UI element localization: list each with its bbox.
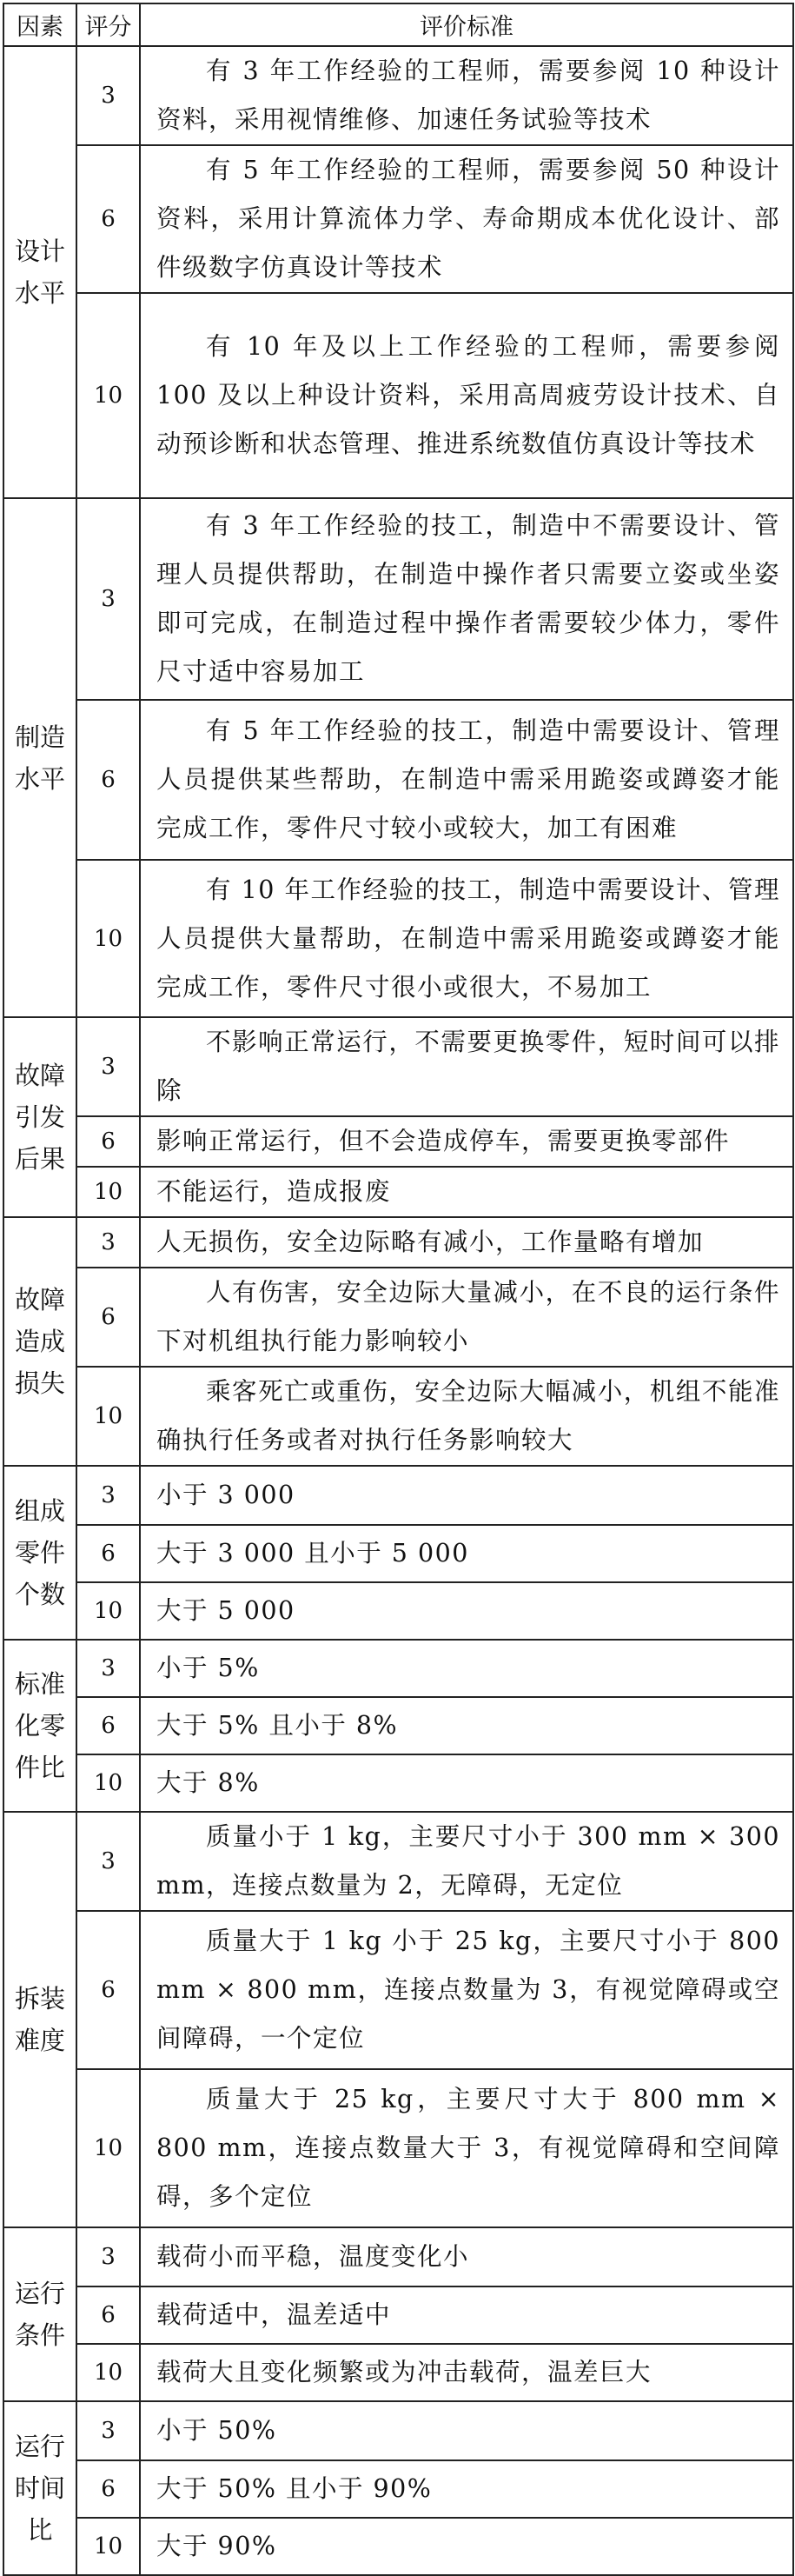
criteria-cell: 大于 5 000 (140, 1582, 793, 1640)
factor-cell-part-count: 组成零件个数 (3, 1466, 76, 1640)
score-cell: 3 (76, 46, 140, 145)
header-criteria: 评价标准 (140, 3, 793, 46)
score-cell: 6 (76, 1911, 140, 2069)
score-cell: 3 (76, 1017, 140, 1116)
score-cell: 6 (76, 1116, 140, 1167)
table-row (3, 1754, 793, 1812)
factor-cell-failure-consequence: 故障引发后果 (3, 1017, 76, 1217)
table-row (3, 2069, 793, 2227)
factor-cell-operating-time-ratio: 运行时间比 (3, 2401, 76, 2575)
criteria-cell: 人无损伤，安全边际略有减小，工作量略有增加 (140, 1217, 793, 1268)
criteria-cell: 大于 8% (140, 1754, 793, 1812)
table-row (3, 498, 793, 700)
table-row (3, 1697, 793, 1754)
criteria-cell: 有 10 年工作经验的技工，制造中需要设计、管理人员提供大量帮助，在制造中需采用跪姿或蹲姿才能完成工作，零件尺寸很小或很大，不易加工 (140, 860, 793, 1017)
criteria-cell: 载荷适中，温差适中 (140, 2286, 793, 2344)
table-row (3, 2460, 793, 2518)
score-cell: 10 (76, 860, 140, 1017)
score-cell: 6 (76, 1525, 140, 1582)
criteria-cell: 载荷小而平稳，温度变化小 (140, 2227, 793, 2286)
factor-cell-failure-loss: 故障造成损失 (3, 1217, 76, 1466)
table-row (3, 1167, 793, 1217)
factor-cell-manufacturing-level: 制造水平 (3, 498, 76, 1017)
score-cell: 6 (76, 2460, 140, 2518)
table-header-row (3, 3, 793, 46)
table-row (3, 2286, 793, 2344)
factor-cell-operating-conditions: 运行条件 (3, 2227, 76, 2401)
score-cell: 10 (76, 2069, 140, 2227)
score-cell: 6 (76, 145, 140, 293)
table-row (3, 2401, 793, 2460)
table-row (3, 1367, 793, 1466)
criteria-cell: 人有伤害，安全边际大量减小，在不良的运行条件下对机组执行能力影响较小 (140, 1268, 793, 1367)
criteria-cell: 大于 3 000 且小于 5 000 (140, 1525, 793, 1582)
criteria-cell: 质量小于 1 kg，主要尺寸小于 300 mm × 300 mm，连接点数量为 2，无障碍，无定位 (140, 1812, 793, 1911)
table-row (3, 1268, 793, 1367)
table-row (3, 1525, 793, 1582)
table-row (3, 2227, 793, 2286)
table-row (3, 1217, 793, 1268)
criteria-cell: 小于 5% (140, 1640, 793, 1697)
score-cell: 10 (76, 2344, 140, 2401)
criteria-cell: 乘客死亡或重伤，安全边际大幅减小，机组不能准确执行任务或者对执行任务影响较大 (140, 1367, 793, 1466)
table-row (3, 1466, 793, 1525)
score-cell: 10 (76, 1367, 140, 1466)
criteria-cell: 大于 5% 且小于 8% (140, 1697, 793, 1754)
score-cell: 6 (76, 700, 140, 860)
score-cell: 3 (76, 1812, 140, 1911)
table-row (3, 1582, 793, 1640)
factor-cell-standard-part-ratio: 标准化零件比 (3, 1640, 76, 1812)
criteria-cell: 有 5 年工作经验的工程师，需要参阅 50 种设计资料，采用计算流体力学、寿命期成本优化设计、部件级数字仿真设计等技术 (140, 145, 793, 293)
criteria-cell: 有 3 年工作经验的技工，制造中不需要设计、管理人员提供帮助，在制造中操作者只需要立姿或坐姿即可完成，在制造过程中操作者需要较少体力，零件尺寸适中容易加工 (140, 498, 793, 700)
score-cell: 6 (76, 1697, 140, 1754)
header-factor: 因素 (3, 3, 76, 46)
table-row (3, 46, 793, 145)
criteria-cell: 不能运行，造成报废 (140, 1167, 793, 1217)
table-row (3, 1812, 793, 1911)
factor-cell-design-level: 设计水平 (3, 46, 76, 498)
score-cell: 10 (76, 2518, 140, 2575)
table-row (3, 1640, 793, 1697)
criteria-cell: 有 5 年工作经验的技工，制造中需要设计、管理人员提供某些帮助，在制造中需采用跪姿或蹲姿才能完成工作，零件尺寸较小或较大，加工有困难 (140, 700, 793, 860)
criteria-cell: 载荷大且变化频繁或为冲击载荷，温差巨大 (140, 2344, 793, 2401)
score-cell: 3 (76, 1217, 140, 1268)
score-cell: 10 (76, 1754, 140, 1812)
table-row (3, 1116, 793, 1167)
criteria-cell: 小于 3 000 (140, 1466, 793, 1525)
evaluation-criteria-table (3, 3, 794, 2576)
score-cell: 10 (76, 1582, 140, 1640)
table-row (3, 145, 793, 293)
score-cell: 3 (76, 2227, 140, 2286)
table-row (3, 860, 793, 1017)
table-row (3, 1911, 793, 2069)
score-cell: 3 (76, 2401, 140, 2460)
criteria-cell: 不影响正常运行，不需要更换零件，短时间可以排除 (140, 1017, 793, 1116)
header-score: 评分 (76, 3, 140, 46)
criteria-cell: 小于 50% (140, 2401, 793, 2460)
score-cell: 10 (76, 1167, 140, 1217)
factor-cell-disassembly-difficulty: 拆装难度 (3, 1812, 76, 2227)
table-row (3, 1017, 793, 1116)
table-row (3, 293, 793, 498)
score-cell: 3 (76, 1466, 140, 1525)
criteria-cell: 大于 50% 且小于 90% (140, 2460, 793, 2518)
criteria-cell: 有 3 年工作经验的工程师，需要参阅 10 种设计资料，采用视情维修、加速任务试验等技术 (140, 46, 793, 145)
criteria-cell: 有 10 年及以上工作经验的工程师，需要参阅 100 及以上种设计资料，采用高周疲劳设计技术、自动预诊断和状态管理、推进系统数值仿真设计等技术 (140, 293, 793, 498)
score-cell: 6 (76, 1268, 140, 1367)
table-row (3, 700, 793, 860)
table-row (3, 2518, 793, 2575)
criteria-cell: 影响正常运行，但不会造成停车，需要更换零部件 (140, 1116, 793, 1167)
criteria-cell: 质量大于 1 kg 小于 25 kg，主要尺寸小于 800 mm × 800 mm，连接点数量为 3，有视觉障碍或空间障碍，一个定位 (140, 1911, 793, 2069)
score-cell: 3 (76, 498, 140, 700)
table-row (3, 2344, 793, 2401)
score-cell: 3 (76, 1640, 140, 1697)
criteria-cell: 大于 90% (140, 2518, 793, 2575)
score-cell: 6 (76, 2286, 140, 2344)
score-cell: 10 (76, 293, 140, 498)
criteria-cell: 质量大于 25 kg，主要尺寸大于 800 mm × 800 mm，连接点数量大于 3，有视觉障碍和空间障碍，多个定位 (140, 2069, 793, 2227)
